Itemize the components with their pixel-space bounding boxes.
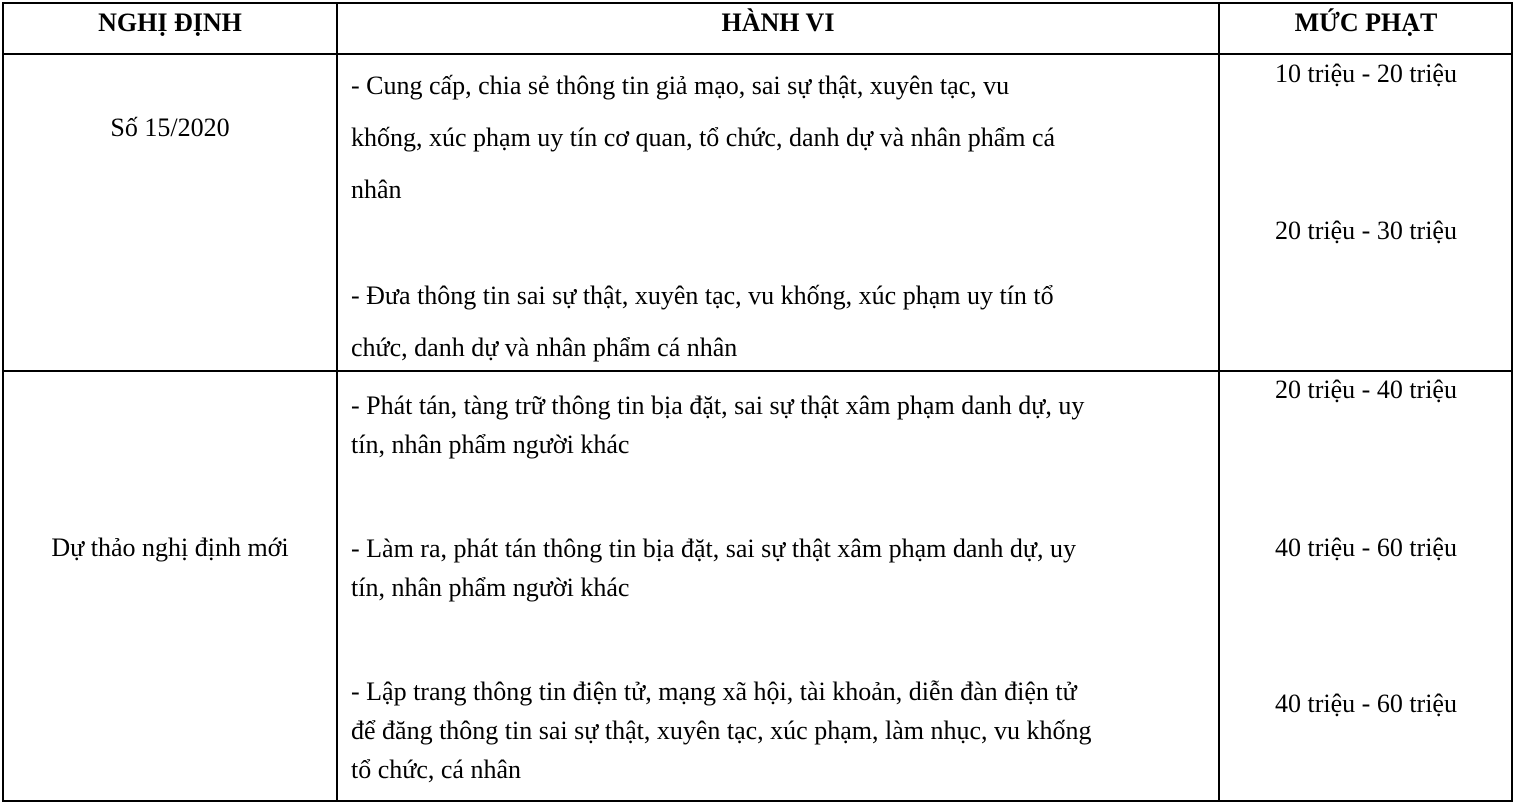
behavior-line: - Đưa thông tin sai sự thật, xuyên tạc, vu khống, xúc phạm uy tín tổ	[351, 281, 1054, 310]
table-border-right	[1511, 2, 1513, 802]
behavior-line: khống, xúc phạm uy tín cơ quan, tổ chức, danh dự và nhân phẩm cá	[351, 123, 1056, 152]
behavior-line: - Lập trang thông tin điện tử, mạng xã hội, tài khoản, diễn đàn điện tử	[351, 677, 1077, 706]
behavior-cell	[351, 60, 1055, 216]
column-divider-2	[1218, 2, 1220, 802]
fine-cell: 10 triệu - 20 triệu	[1275, 59, 1457, 88]
fine-cell: 20 triệu - 40 triệu	[1275, 375, 1457, 404]
header-fine: MỨC PHẠT	[1294, 8, 1438, 37]
table-border-bottom	[2, 800, 1513, 802]
behavior-line: - Cung cấp, chia sẻ thông tin giả mạo, sai sự thật, xuyên tạc, vu	[351, 71, 1010, 100]
behavior-cell	[351, 386, 1084, 464]
header-decree: NGHỊ ĐỊNH	[98, 8, 242, 37]
column-divider-1	[336, 2, 338, 802]
behavior-line: chức, danh dự và nhân phẩm cá nhân	[351, 333, 738, 362]
behavior-cell	[351, 270, 1054, 374]
table-border-left	[2, 2, 4, 802]
fine-cell: 20 triệu - 30 triệu	[1275, 216, 1457, 245]
behavior-cell	[351, 529, 1076, 607]
behavior-cell	[351, 672, 1092, 789]
decree-cell: Số 15/2020	[110, 113, 230, 142]
table-border-top	[2, 2, 1513, 4]
header-behavior: HÀNH VI	[721, 8, 835, 37]
behavior-line: - Làm ra, phát tán thông tin bịa đặt, sai sự thật xâm phạm danh dự, uy	[351, 534, 1076, 563]
behavior-line: để đăng thông tin sai sự thật, xuyên tạc, xúc phạm, làm nhục, vu khống	[351, 716, 1092, 745]
behavior-line: - Phát tán, tàng trữ thông tin bịa đặt, sai sự thật xâm phạm danh dự, uy	[351, 391, 1085, 420]
fine-cell: 40 triệu - 60 triệu	[1275, 689, 1457, 718]
behavior-line: nhân	[351, 175, 402, 204]
behavior-line: tín, nhân phẩm người khác	[351, 430, 630, 459]
header-divider	[2, 53, 1513, 55]
behavior-line: tổ chức, cá nhân	[351, 755, 522, 784]
behavior-line: tín, nhân phẩm người khác	[351, 573, 630, 602]
decree-cell: Dự thảo nghị định mới	[51, 533, 289, 562]
fine-cell: 40 triệu - 60 triệu	[1275, 533, 1457, 562]
